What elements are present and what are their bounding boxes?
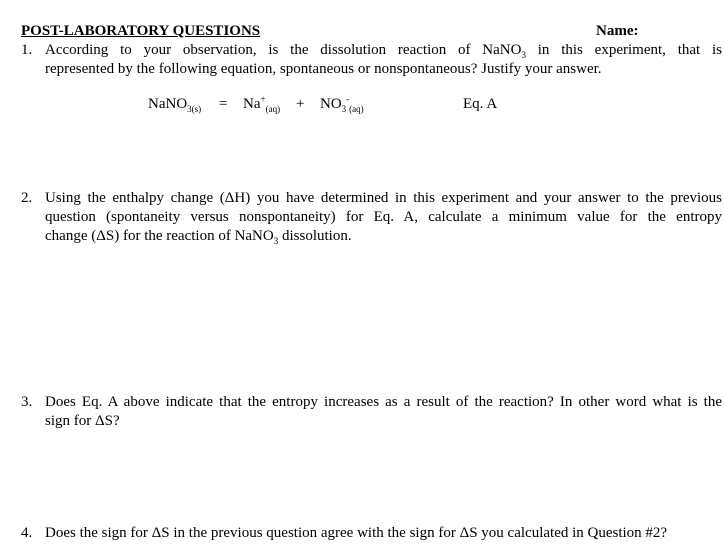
subscript: 3(s) bbox=[187, 104, 202, 114]
text-segment: in this experiment, that is bbox=[525, 42, 722, 58]
question-text-line bbox=[45, 42, 722, 59]
text-segment: According to your observation, is the dissolution reaction of NaNO bbox=[45, 42, 522, 58]
anion bbox=[320, 96, 364, 113]
subscript: 3 bbox=[341, 104, 347, 114]
text-segment: dissolution. bbox=[278, 228, 352, 244]
name-label: Name: bbox=[596, 23, 639, 39]
equals-sign: = bbox=[219, 96, 228, 112]
subscript: (aq) bbox=[349, 104, 364, 114]
question-text-line: Does Eq. A above indicate that the entropy increases as a result of the reaction? In other word what is the bbox=[45, 394, 722, 410]
cation bbox=[243, 96, 280, 113]
formula: NaNO bbox=[148, 96, 188, 112]
question-text-line: sign for ΔS? bbox=[45, 413, 120, 429]
subscript: (aq) bbox=[265, 104, 281, 114]
question-number: 2. bbox=[21, 190, 33, 206]
question-text-line: question (spontaneity versus nonspontaneity) for Eq. A, calculate a minimum value for the entropy bbox=[45, 209, 722, 225]
text-segment: change (ΔS) for the reaction of NaNO bbox=[45, 228, 274, 244]
question-number: 3. bbox=[21, 394, 33, 410]
plus-sign: + bbox=[296, 96, 305, 112]
question-number: 1. bbox=[21, 42, 33, 58]
question-text-line bbox=[45, 228, 352, 245]
superscript: + bbox=[260, 94, 266, 104]
formula: NO bbox=[320, 96, 342, 112]
question-number: 4. bbox=[21, 525, 33, 541]
subscript: 3 bbox=[521, 50, 526, 60]
reactant bbox=[148, 96, 201, 113]
question-text-line: Does the sign for ΔS in the previous question agree with the sign for ΔS you calculated in Question #2? bbox=[45, 525, 668, 541]
page-title: POST-LABORATORY QUESTIONS bbox=[21, 23, 261, 39]
question-text-line: represented by the following equation, spontaneous or nonspontaneous? Justify your answer. bbox=[45, 61, 602, 77]
question-text-line: Using the enthalpy change (ΔH) you have determined in this experiment and your answer to the previous bbox=[45, 190, 722, 206]
equation-label: Eq. A bbox=[463, 96, 498, 112]
formula: Na bbox=[243, 96, 261, 112]
superscript: - bbox=[346, 94, 350, 104]
subscript: 3 bbox=[273, 236, 279, 246]
